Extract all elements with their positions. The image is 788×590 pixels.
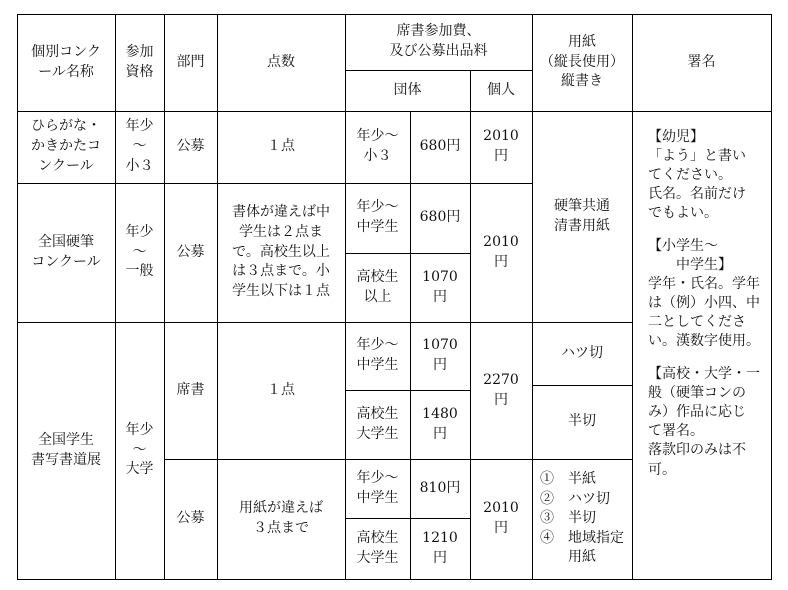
kobo-paper-list: ① 半紙 ② ハツ切 ③ 半切 ④ 地域指定 用紙 <box>540 471 624 566</box>
student-eligibility: 年少 ～ 大学 <box>125 421 154 478</box>
kobo-individual-fee: 2010 円 <box>483 500 519 536</box>
kobo-division: 公募 <box>176 510 205 527</box>
header-eligibility: 参加 資格 <box>125 43 154 80</box>
seki-paper-b: 半切 <box>568 413 596 430</box>
seki-group-a-fee: 1070 円 <box>422 337 458 373</box>
pen-eligibility: 年少 ～ 一般 <box>125 223 154 280</box>
seki-points: １点 <box>267 381 295 398</box>
hiragana-individual-fee: 2010 円 <box>483 128 519 164</box>
signature-instructions: 【幼児】 「よう」と書い てください。 氏名。名前だけ でもよい。 【小学生～ 中学生】 学年・氏名。学年 は（例）小四、中 二としてくださ い。漢数字使用。 【高校・大学・一 般（硬筆コンの み）作品に応じ て署名。 落款印のみは不 可。 <box>648 129 760 478</box>
seki-individual-fee: 2270 円 <box>483 371 519 408</box>
hiragana-name: ひらがな・ かきかたコ ンクール <box>31 118 101 174</box>
kobo-group-b-fee: 1210 円 <box>422 529 458 566</box>
header-contest-name: 個別コンク ール名称 <box>31 43 101 80</box>
pen-individual-fee: 2010 円 <box>483 233 519 270</box>
header-paper: 用紙 （縦長使用） 縦書き <box>540 33 624 90</box>
header-signature: 署名 <box>687 53 716 70</box>
hiragana-eligibility: 年少 ～ 小３ <box>125 118 154 174</box>
seki-group-b-fee: 1480 円 <box>422 405 458 442</box>
header-fees: 席書参加費、 及び公募出品料 <box>389 23 488 59</box>
hiragana-points: １点 <box>267 138 295 155</box>
seki-group-b-grade: 高校生 大学生 <box>356 405 399 442</box>
seki-division: 席書 <box>176 381 205 398</box>
pen-division: 公募 <box>176 243 205 260</box>
kobo-group-b-grade: 高校生 大学生 <box>356 529 399 566</box>
seki-group-a-grade: 年少～ 中学生 <box>356 337 399 373</box>
hiragana-division: 公募 <box>176 138 205 155</box>
hiragana-group-fee: 680円 <box>419 138 461 155</box>
pen-group-a-fee: 680円 <box>419 209 461 226</box>
kobo-points: 用紙が違えば ３点まで <box>239 500 323 536</box>
header-fee-individual: 個人 <box>487 81 515 98</box>
pen-group-a-grade: 年少～ 中学生 <box>356 199 399 235</box>
header-fee-group: 団体 <box>393 81 422 98</box>
table-border-bottom <box>17 579 771 580</box>
pen-group-b-grade: 高校生 以上 <box>356 268 399 305</box>
pen-points: 書体が違えば中 学生は２点ま で。高校生以上 は３点まで。小 学生以下は１点 <box>232 203 330 300</box>
seki-paper-a: ハツ切 <box>561 344 603 361</box>
kobo-group-a-grade: 年少～ 中学生 <box>356 469 399 506</box>
pen-group-b-fee: 1070 円 <box>422 268 458 305</box>
student-name: 全国学生 書写書道展 <box>31 431 101 468</box>
pen-name: 全国硬筆 コンクール <box>31 233 101 270</box>
header-division: 部門 <box>176 53 205 70</box>
kobo-group-a-fee: 810円 <box>419 479 461 496</box>
header-points: 点数 <box>267 53 295 70</box>
hiragana-group-grade: 年少～ 小３ <box>356 128 399 164</box>
shared-paper-type: 硬筆共通 清書用紙 <box>554 197 610 234</box>
